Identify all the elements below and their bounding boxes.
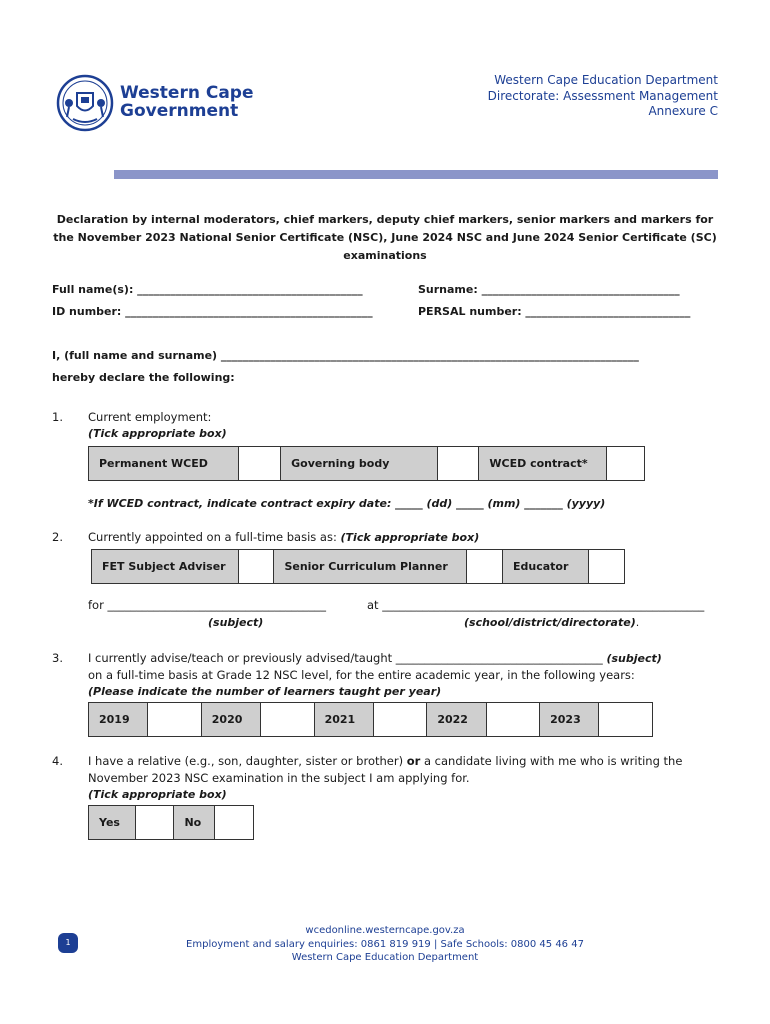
item3-text-a: I currently advise/teach or previously advised/taught ____________________________________ — [88, 651, 607, 665]
document-title: Declaration by internal moderators, chief markers, deputy chief markers, senior markers and markers for the November 2023 National Senior Certificate (NSC), June 2024 NSC and June 2024 Senior Certificate (SC) examinations — [53, 213, 717, 262]
year-2022-label: 2022 — [427, 703, 486, 737]
year-2021-label: 2021 — [314, 703, 373, 737]
header-annexure: Annexure C — [648, 104, 718, 118]
year-2023-label: 2023 — [540, 703, 599, 737]
year-2021-input[interactable] — [373, 703, 427, 737]
header-directorate: Directorate: Assessment Management — [487, 88, 718, 103]
header-info — [488, 73, 718, 120]
logo-line2: Government — [120, 101, 239, 121]
header-dept: Western Cape Education Department — [494, 73, 718, 87]
option-wced-contract: WCED contract* — [479, 447, 607, 481]
declarant-name-field[interactable]: I, (full name and surname) ____________________________________________________________________________ — [52, 349, 639, 362]
year-2020-input[interactable] — [260, 703, 314, 737]
checkbox-yes[interactable] — [135, 806, 174, 840]
item4-text-a: I have a relative (e.g., son, daughter, sister or brother) — [88, 754, 407, 768]
relative-options — [88, 805, 254, 840]
school-label-dot: . — [635, 616, 640, 629]
item4-or: or — [406, 754, 421, 768]
logo-line1: Western Cape — [120, 83, 254, 103]
persal-field[interactable]: PERSAL number: ______________________________ — [418, 305, 691, 318]
employment-options — [88, 446, 645, 481]
item4-text-a2: a candidate living with me who is writing the — [420, 754, 683, 768]
logo — [55, 73, 115, 133]
option-yes: Yes — [89, 806, 136, 840]
item3-text-line2: on a full-time basis at Grade 12 NSC level, for the entire academic year, in the following years: — [88, 668, 635, 682]
checkbox-no[interactable] — [215, 806, 254, 840]
item2-number: 2. — [52, 530, 63, 544]
item2-text — [88, 530, 479, 544]
checkbox-educator[interactable] — [589, 550, 625, 584]
logo-text — [120, 84, 254, 120]
full-names-field[interactable]: Full name(s): _________________________________________ — [52, 283, 363, 296]
option-educator: Educator — [502, 550, 588, 584]
item4-text-line1 — [88, 754, 682, 768]
footer — [0, 924, 770, 965]
declare-text: hereby declare the following: — [52, 371, 235, 384]
checkbox-wced-contract[interactable] — [607, 447, 645, 481]
year-2019-input[interactable] — [148, 703, 202, 737]
option-senior-curriculum-planner: Senior Curriculum Planner — [274, 550, 467, 584]
item1-text: Current employment: — [88, 410, 212, 424]
item3-hint: (Please indicate the number of learners taught per year) — [88, 685, 442, 698]
id-number-field[interactable]: ID number: _____________________________________________ — [52, 305, 373, 318]
subject-label: (subject) — [208, 616, 264, 629]
item3-text-line1[interactable] — [88, 651, 662, 665]
appointment-options — [91, 549, 625, 584]
option-governing-body: Governing body — [281, 447, 437, 481]
option-no: No — [174, 806, 215, 840]
school-label — [464, 616, 639, 629]
item1-hint: (Tick appropriate box) — [88, 427, 227, 440]
checkbox-senior-curriculum-planner[interactable] — [467, 550, 503, 584]
item4-number: 4. — [52, 754, 63, 768]
item2-hint: (Tick appropriate box) — [340, 531, 480, 544]
contract-expiry-note[interactable]: *If WCED contract, indicate contract expiry date: _____ (dd) _____ (mm) _______ (yyyy) — [88, 497, 606, 510]
item1-number: 1. — [52, 410, 63, 424]
year-2019-label: 2019 — [89, 703, 148, 737]
item3-number: 3. — [52, 651, 63, 665]
year-2022-input[interactable] — [486, 703, 540, 737]
at-school-field[interactable]: at ________________________________________________________ — [367, 598, 705, 612]
years-table — [88, 702, 653, 737]
footer-site[interactable]: wcedonline.westerncape.gov.za — [305, 925, 465, 936]
page-number: 1 — [58, 933, 78, 953]
checkbox-permanent-wced[interactable] — [239, 447, 281, 481]
item4-hint: (Tick appropriate box) — [88, 788, 227, 801]
item4-text-line2: November 2023 NSC examination in the subject I am applying for. — [88, 771, 470, 785]
surname-field[interactable]: Surname: ____________________________________ — [418, 283, 680, 296]
item3-subject: (subject) — [606, 652, 662, 665]
year-2023-input[interactable] — [599, 703, 653, 737]
year-2020-label: 2020 — [201, 703, 260, 737]
item2-text-a: Currently appointed on a full-time basis as: — [88, 530, 341, 544]
checkbox-governing-body[interactable] — [437, 447, 479, 481]
school-label-text: (school/district/directorate) — [464, 616, 636, 629]
option-permanent-wced: Permanent WCED — [89, 447, 239, 481]
option-fet-subject-adviser: FET Subject Adviser — [92, 550, 239, 584]
checkbox-fet-subject-adviser[interactable] — [238, 550, 274, 584]
coat-of-arms-icon — [55, 73, 115, 133]
footer-enquiries: Employment and salary enquiries: 0861 819 919 | Safe Schools: 0800 45 46 47 — [186, 938, 584, 950]
footer-dept: Western Cape Education Department — [291, 952, 479, 963]
header-band — [114, 170, 718, 179]
for-subject-field[interactable]: for ______________________________________ — [88, 598, 326, 612]
